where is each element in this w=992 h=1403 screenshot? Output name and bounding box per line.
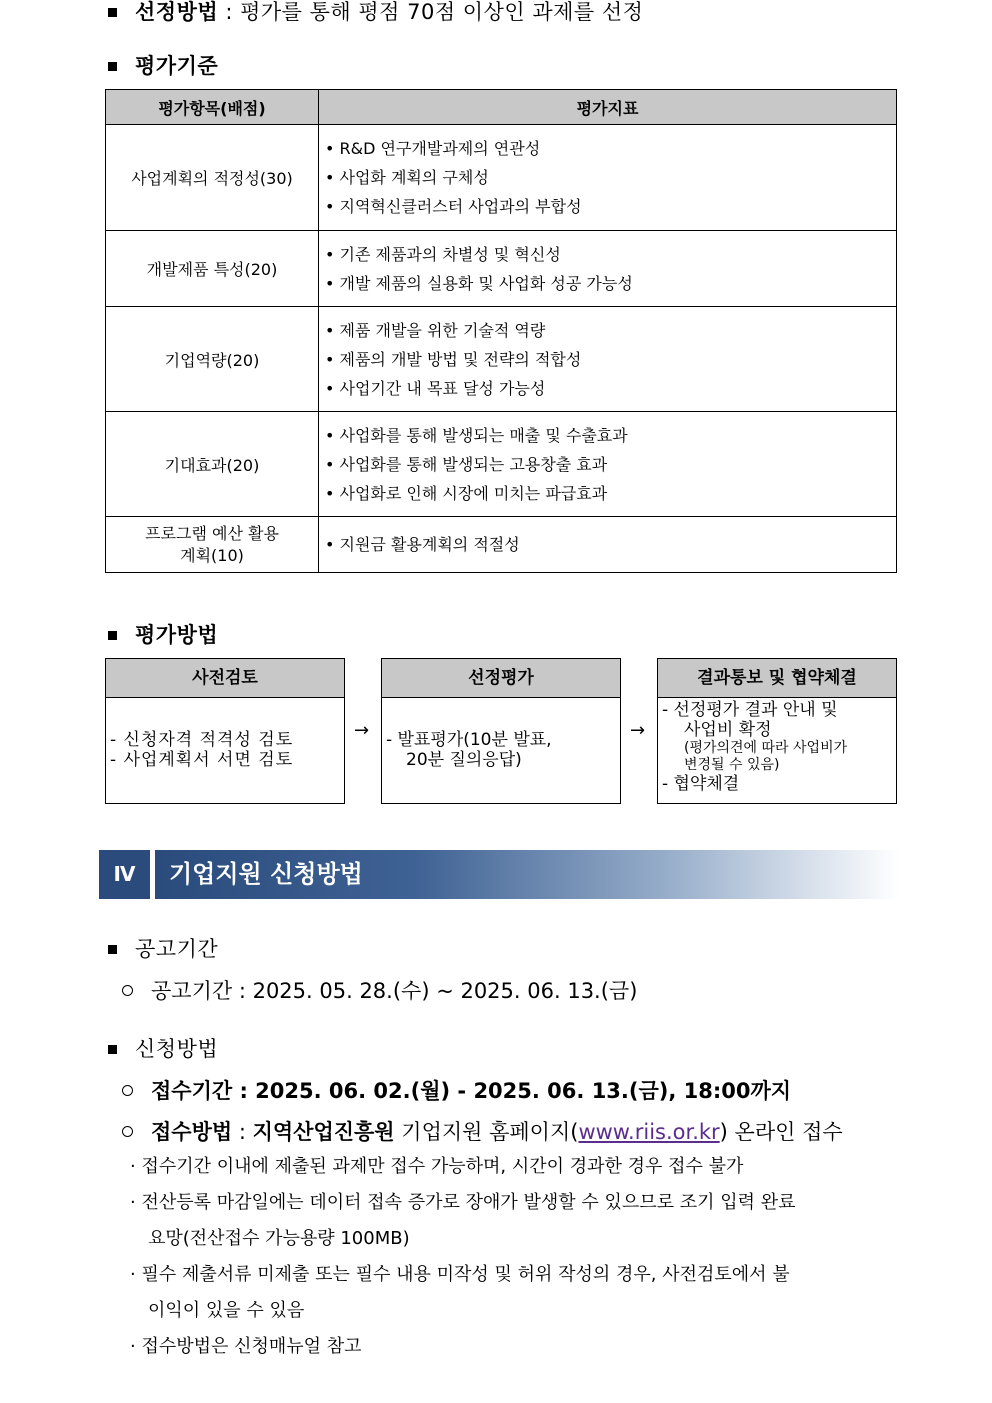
- notice-heading-line: [108, 933, 218, 963]
- flow-step-line: 20분 질의응답): [406, 750, 522, 770]
- notice-period-line: [122, 975, 637, 1005]
- flow-step-line: (평가의견에 따라 사업비가: [684, 740, 848, 756]
- flow-step-body: [382, 698, 620, 770]
- apply-note: · 전산등록 마감일에는 데이터 접속 증가로 장애가 발생할 수 있으므로 조기 입력 완료: [130, 1192, 796, 1213]
- flow-step-body: [658, 698, 896, 794]
- right-arrow-icon: →: [630, 720, 646, 741]
- right-arrow-icon: →: [354, 720, 370, 741]
- indicator: • 사업화를 통해 발생되는 매출 및 수출효과: [325, 425, 628, 445]
- criteria-indicators: [319, 412, 897, 517]
- indicator: • 사업화를 통해 발생되는 고용창출 효과: [325, 454, 608, 474]
- table-header-item: 평가항목(배점): [106, 90, 319, 125]
- section-banner: [99, 850, 899, 899]
- flow-step-line: - 사업계획서 서면 검토: [110, 750, 294, 770]
- apply-method-line: [122, 1116, 843, 1146]
- apply-method-end: ) 온라인 접수: [719, 1120, 843, 1144]
- flow-step-line: - 발표평가(10분 발표,: [386, 730, 552, 750]
- flow-step-title: 결과통보 및 협약체결: [658, 659, 896, 698]
- criteria-item: 기대효과(20): [106, 412, 319, 517]
- flow-step-line: - 신청자격 적격성 검토: [110, 730, 294, 750]
- flow-step-body: [106, 698, 344, 770]
- indicator: • 사업화로 인해 시장에 미치는 파급효과: [325, 483, 608, 503]
- flow-step-line: 변경될 수 있음): [684, 757, 780, 773]
- flow-step-prereview: [105, 658, 345, 804]
- square-bullet-icon: [108, 631, 117, 640]
- apply-method-text: 기업지원 홈페이지(: [394, 1120, 579, 1144]
- square-bullet-icon: [108, 62, 117, 71]
- square-bullet-icon: [108, 1045, 117, 1054]
- homepage-link[interactable]: www.riis.or.kr: [578, 1120, 720, 1144]
- criteria-item: 개발제품 특성(20): [106, 231, 319, 307]
- selection-label: 선정방법: [135, 0, 219, 24]
- apply-note: · 접수기간 이내에 제출된 과제만 접수 가능하며, 시간이 경과한 경우 접수 불가: [130, 1156, 744, 1177]
- indicator: • 제품의 개발 방법 및 전략의 적합성: [325, 349, 582, 369]
- criteria-item-line: 프로그램 예산 활용: [145, 523, 279, 543]
- apply-method-label: 접수방법: [151, 1120, 233, 1144]
- indicator: • 개발 제품의 실용화 및 사업화 성공 가능성: [325, 273, 633, 293]
- flow-step-result: [657, 658, 897, 804]
- square-bullet-icon: [108, 945, 117, 954]
- criteria-item: 사업계획의 적정성(30): [106, 125, 319, 231]
- section-title: 기업지원 신청방법: [155, 850, 899, 899]
- method-heading-line: [108, 619, 218, 649]
- table-row: [106, 231, 897, 307]
- selection-line: [108, 0, 643, 26]
- indicator: • 지역혁신클러스터 사업과의 부합성: [325, 197, 582, 216]
- criteria-item: [106, 517, 319, 573]
- table-row: [106, 412, 897, 517]
- criteria-indicators: [319, 307, 897, 412]
- flow-step-line: - 협약체결: [662, 774, 740, 794]
- criteria-indicators: [319, 231, 897, 307]
- criteria-heading-line: [108, 50, 218, 80]
- flow-step-line: - 선정평가 결과 안내 및: [662, 700, 838, 720]
- flow-step-evaluation: [381, 658, 621, 804]
- apply-method-org: 지역산업진흥원: [252, 1120, 395, 1144]
- table-header-indicator: 평가지표: [319, 90, 897, 125]
- apply-period-label: 접수기간: [151, 1079, 233, 1103]
- apply-note: · 접수방법은 신청매뉴얼 참고: [130, 1336, 362, 1357]
- notice-heading: 공고기간: [135, 937, 219, 961]
- selection-text: : 평가를 통해 평점 70점 이상인 과제를 선정: [218, 0, 644, 24]
- indicator: • 사업화 계획의 구체성: [325, 168, 489, 187]
- criteria-item: 기업역량(20): [106, 307, 319, 412]
- criteria-heading: 평가기준: [135, 54, 219, 78]
- apply-heading-line: [108, 1033, 218, 1063]
- table-row: [106, 307, 897, 412]
- apply-note: 요망(전산접수 가능용량 100MB): [148, 1228, 410, 1249]
- indicator: • 기존 제품과의 차별성 및 혁신성: [325, 244, 561, 264]
- apply-period-line: [122, 1075, 791, 1105]
- flow-step-title: 사전검토: [106, 659, 344, 698]
- table-header-row: [106, 90, 897, 125]
- table-row: [106, 125, 897, 231]
- criteria-item-line: 계획(10): [180, 545, 244, 565]
- criteria-table: [105, 89, 897, 573]
- apply-note: · 필수 제출서류 미제출 또는 필수 내용 미작성 및 허위 작성의 경우, 사전검토에서 불: [130, 1264, 790, 1285]
- table-row: [106, 517, 897, 573]
- circle-bullet-icon: [122, 1126, 133, 1137]
- indicator: • 지원금 활용계획의 적절성: [325, 535, 520, 554]
- flow-step-title: 선정평가: [382, 659, 620, 698]
- notice-label: 공고기간: [151, 979, 233, 1003]
- indicator: • 제품 개발을 위한 기술적 역량: [325, 320, 546, 340]
- circle-bullet-icon: [122, 1085, 133, 1096]
- indicator: • 사업기간 내 목표 달성 가능성: [325, 378, 546, 398]
- flow-step-line: 사업비 확정: [684, 720, 772, 740]
- method-heading: 평가방법: [135, 623, 219, 647]
- circle-bullet-icon: [122, 985, 133, 996]
- section-number: Ⅳ: [99, 850, 150, 899]
- apply-period-value: : 2025. 06. 02.(월) - 2025. 06. 13.(금), 18:00까지: [232, 1079, 792, 1103]
- square-bullet-icon: [108, 8, 117, 17]
- indicator: • R&D 연구개발과제의 연관성: [325, 139, 541, 158]
- apply-note: 이익이 있을 수 있음: [148, 1300, 305, 1321]
- apply-method-sep: :: [232, 1120, 253, 1144]
- criteria-indicators: [319, 125, 897, 231]
- criteria-indicators: [319, 517, 897, 573]
- apply-heading: 신청방법: [135, 1037, 219, 1061]
- notice-value: : 2025. 05. 28.(수) ~ 2025. 06. 13.(금): [232, 979, 638, 1003]
